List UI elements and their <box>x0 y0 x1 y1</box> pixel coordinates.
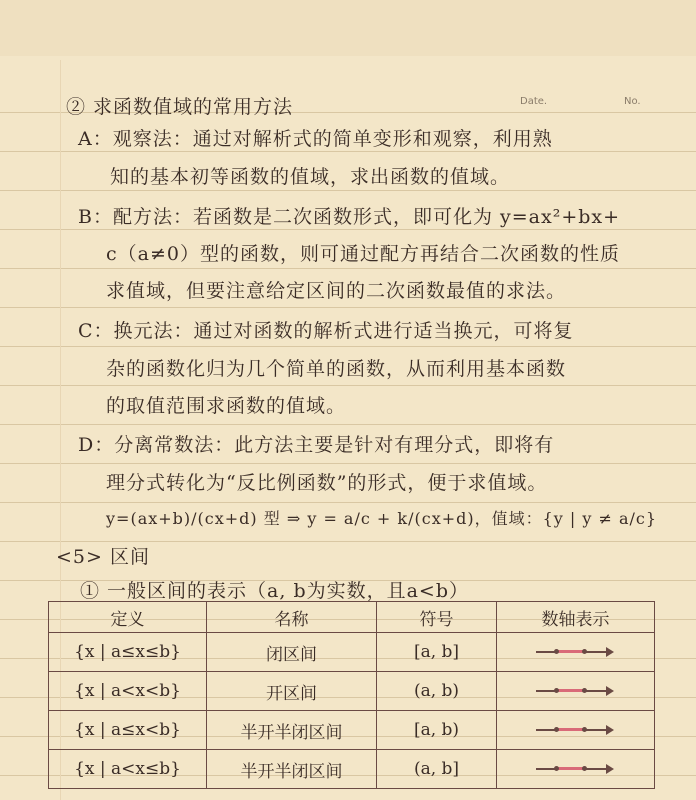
row-axis <box>497 711 655 750</box>
method-d-line1: D：分离常数法：此方法主要是针对有理分式，即将有 <box>78 434 555 456</box>
method-c-line1: C：换元法：通过对函数的解析式进行适当换元，可将复 <box>78 320 574 342</box>
method-c-line2: 杂的函数化归为几个简单的函数，从而利用基本函数 <box>106 358 567 380</box>
row-symbol: (a, b) <box>377 672 497 711</box>
method-c-line3: 的取值范围求函数的值域。 <box>106 395 347 417</box>
row-symbol: (a, b] <box>377 750 497 789</box>
section-title: <5> 区间 <box>56 546 150 568</box>
row-definition: {x | a≤x≤b} <box>49 633 207 672</box>
row-symbol: [a, b) <box>377 711 497 750</box>
table-header-row <box>49 602 655 633</box>
no-label: No. <box>624 96 641 107</box>
header-definition: 定义 <box>49 602 207 633</box>
method-d-line2: 理分式转化为“反比例函数”的形式，便于求值域。 <box>106 472 548 494</box>
number-line-icon <box>536 725 616 735</box>
number-line-icon <box>536 686 616 696</box>
row-name: 半开半闭区间 <box>207 711 377 750</box>
method-a-line1: A：观察法：通过对解析式的简单变形和观察，利用熟 <box>78 128 553 150</box>
row-name: 半开半闭区间 <box>207 750 377 789</box>
header-axis: 数轴表示 <box>497 602 655 633</box>
row-definition: {x | a<x≤b} <box>49 750 207 789</box>
header-name: 名称 <box>207 602 377 633</box>
number-line-icon <box>536 764 616 774</box>
table-row <box>49 672 655 711</box>
method-b-line3: 求值域，但要注意给定区间的二次函数最值的求法。 <box>106 280 567 302</box>
header-symbol: 符号 <box>377 602 497 633</box>
section-subtitle: ① 一般区间的表示（a, b为实数，且a<b） <box>80 580 470 602</box>
date-label: Date. <box>520 96 548 107</box>
method-d-line3: y=(ax+b)/(cx+d) 型 ⇒ y = a/c + k/(cx+d)，值域：{y | y ≠ a/c} <box>106 509 658 528</box>
row-name: 闭区间 <box>207 633 377 672</box>
table-row <box>49 711 655 750</box>
row-axis <box>497 633 655 672</box>
table-row <box>49 750 655 789</box>
row-symbol: [a, b] <box>377 633 497 672</box>
method-b-line2: c（a≠0）型的函数，则可通过配方再结合二次函数的性质 <box>106 243 620 265</box>
number-line-icon <box>536 647 616 657</box>
row-name: 开区间 <box>207 672 377 711</box>
row-definition: {x | a<x<b} <box>49 672 207 711</box>
interval-table <box>48 601 655 789</box>
page-title: ② 求函数值域的常用方法 <box>66 96 294 118</box>
table-row <box>49 633 655 672</box>
row-definition: {x | a≤x<b} <box>49 711 207 750</box>
method-a-line2: 知的基本初等函数的值域，求出函数的值域。 <box>110 166 511 188</box>
row-axis <box>497 672 655 711</box>
row-axis <box>497 750 655 789</box>
method-b-line1: B：配方法：若函数是二次函数形式，即可化为 y=ax²+bx+ <box>78 206 621 228</box>
top-margin <box>0 0 696 56</box>
